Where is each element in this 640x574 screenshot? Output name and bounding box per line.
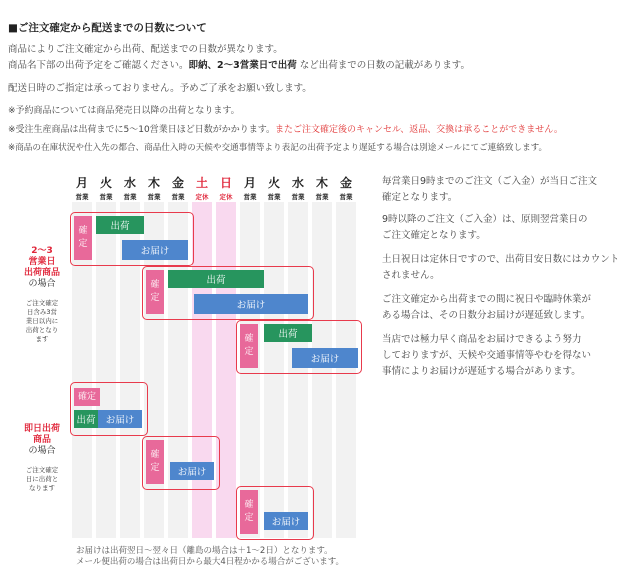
side-p1-b: 確定となります。 [382,192,458,203]
group2-title-a: 即日出荷 [23,424,60,434]
group1-note-c: 業日以内に [25,317,59,325]
intro-line5-a: ※受注生産商品は出荷までに5〜10営業日ほど日数がかかります。 [8,125,276,135]
confirm-bar [146,270,164,314]
side-paragraph-4 [382,292,634,324]
deliver-bar: お届け [170,462,214,480]
group1-title-b: 営業日 [28,257,56,267]
calendar-day-label: 月 [75,176,88,190]
calendar-footnotes [76,546,344,568]
intro-line2 [8,57,470,71]
calendar-day-label: 日 [219,176,232,190]
confirm-kakutei-bar: 確定 [74,388,100,406]
confirm-char: 定 [150,463,160,473]
ship-bar: 出荷 [96,216,144,234]
group2-note-a: ご注文確定 [25,466,59,474]
side-paragraph-3 [382,252,634,284]
confirm-char: 確 [150,280,160,290]
shipping-calendar [70,174,360,546]
calendar-day-status: 営業 [243,193,257,201]
confirm-char: 確 [78,226,88,236]
deliver-bar: お届け [194,294,308,314]
page-title: ■ご注文確定から配送までの日数について [8,22,207,34]
calendar-day-status: 営業 [267,193,281,201]
confirm-char: 定 [244,513,254,523]
deliver-bar: お届け [122,240,188,260]
side-p1-a: 毎営業日9時までのご注文（ご入金）が当日ご注文 [382,176,598,187]
confirm-char: 定 [150,293,160,303]
calendar-day-label: 火 [99,176,112,190]
group2-title-b: 商品 [32,435,51,445]
confirm-bar [240,490,258,534]
side-p4-a: ご注文確定から出荷までの間に祝日や臨時休業が [382,294,592,305]
calendar-day-column [214,174,238,546]
group1-title-a: 2〜3 [31,246,53,256]
calendar-day-status: 営業 [315,193,329,201]
calendar-day-label: 木 [315,176,328,190]
calendar-day-label: 水 [123,176,136,190]
intro-line4: ※予約商品については商品発売日以降の出荷となります。 [8,106,240,116]
calendar-day-label: 火 [267,176,280,190]
ship-bar: 出荷 [74,410,98,428]
intro-line5-b: またご注文確定後のキャンセル、返品、交換は承ることができません。 [275,125,563,135]
calendar-day-label: 木 [147,176,160,190]
confirm-bar [74,216,92,260]
group1-note-e: ます [35,335,49,343]
side-p2-b: ご注文確定となります。 [382,230,486,241]
calendar-day-status: 営業 [99,193,113,201]
calendar-day-status: 営業 [147,193,161,201]
intro-line6: ※商品の在庫状況や仕入先の都合、商品仕入時の天候や交通事情等より表記の出荷予定より遅延する場合は別途メールにてご連絡致します。 [8,143,548,153]
confirm-char: 定 [78,239,88,249]
confirm-bar [240,324,258,368]
side-p5-a: 当店では極力早く商品をお届けできるよう努力 [382,334,582,345]
calendar-day-status: 営業 [339,193,353,201]
side-paragraph-5 [382,332,634,380]
side-p5-c: 事情によりお届けが遅延する場合があります。 [382,366,581,377]
side-p3-a: 土日祝日は定休日ですので、出荷目安日数にはカウント [382,254,620,265]
group1-label [16,246,68,344]
group2-note-c: なります [29,484,55,492]
calendar-day-label: 金 [339,176,352,190]
confirm-char: 確 [244,500,254,510]
side-p3-b: されません。 [382,270,440,281]
group2-label [16,424,68,493]
group2-title-c: の場合 [28,446,56,456]
calendar-day-status: 営業 [75,193,89,201]
confirm-char: 確 [244,334,254,344]
group1-title-c: 出荷商品 [23,268,60,278]
calendar-day-label: 土 [195,176,208,190]
group1-note-d: 出荷となり [25,326,59,334]
deliver-bar: お届け [264,512,308,530]
intro-line2-c: など出荷までの日数の記載があります。 [296,60,471,71]
deliver-bar: お届け [292,348,358,368]
ship-bar: 出荷 [168,270,264,288]
side-p5-b: しておりますが、天候や交通事情等やむを得ない [382,350,592,361]
deliver-bar: お届け [98,410,142,428]
side-paragraph-2 [382,212,634,244]
footnote-2: メール便出荷の場合は出荷日から最大4日程かかる場合がございます。 [76,557,345,567]
confirm-bar [146,440,164,484]
group1-note-b: 日含み3営 [26,308,58,316]
intro-line2-a: 商品名下部の出荷予定をご確認ください。 [8,60,189,71]
calendar-day-label: 月 [243,176,256,190]
calendar-day-status: 営業 [171,193,185,201]
side-p4-b: ある場合は、その日数分お届けが遅延致します。 [382,310,591,321]
intro-line3: 配送日時のご指定は承っておりません。予めご了承をお願い致します。 [8,83,312,94]
footnote-1: お届けは出荷翌日〜翌々日（離島の場合は＋1〜2日）となります。 [76,546,333,556]
calendar-day-label: 金 [171,176,184,190]
side-paragraph-1 [382,174,634,206]
calendar-day-label: 水 [291,176,304,190]
confirm-char: 定 [244,347,254,357]
group2-note-b: 日に出荷と [25,475,59,483]
group1-note-a: ご注文確定 [25,299,59,307]
calendar-day-status: 定休 [219,193,233,201]
calendar-day-status: 営業 [291,193,305,201]
intro-line1: 商品によりご注文確定から出荷、配送までの日数が異なります。 [8,44,283,55]
intro-line2-b: 即納、2〜3営業日で出荷 [188,60,297,71]
side-p2-a: 9時以降のご注文（ご入金）は、原則翌営業日の [382,214,588,225]
calendar-day-status: 営業 [123,193,137,201]
confirm-char: 確 [150,450,160,460]
ship-bar: 出荷 [264,324,312,342]
calendar-day-status: 定休 [195,193,209,201]
intro-line5 [8,122,563,135]
group1-title-d: の場合 [28,279,56,289]
